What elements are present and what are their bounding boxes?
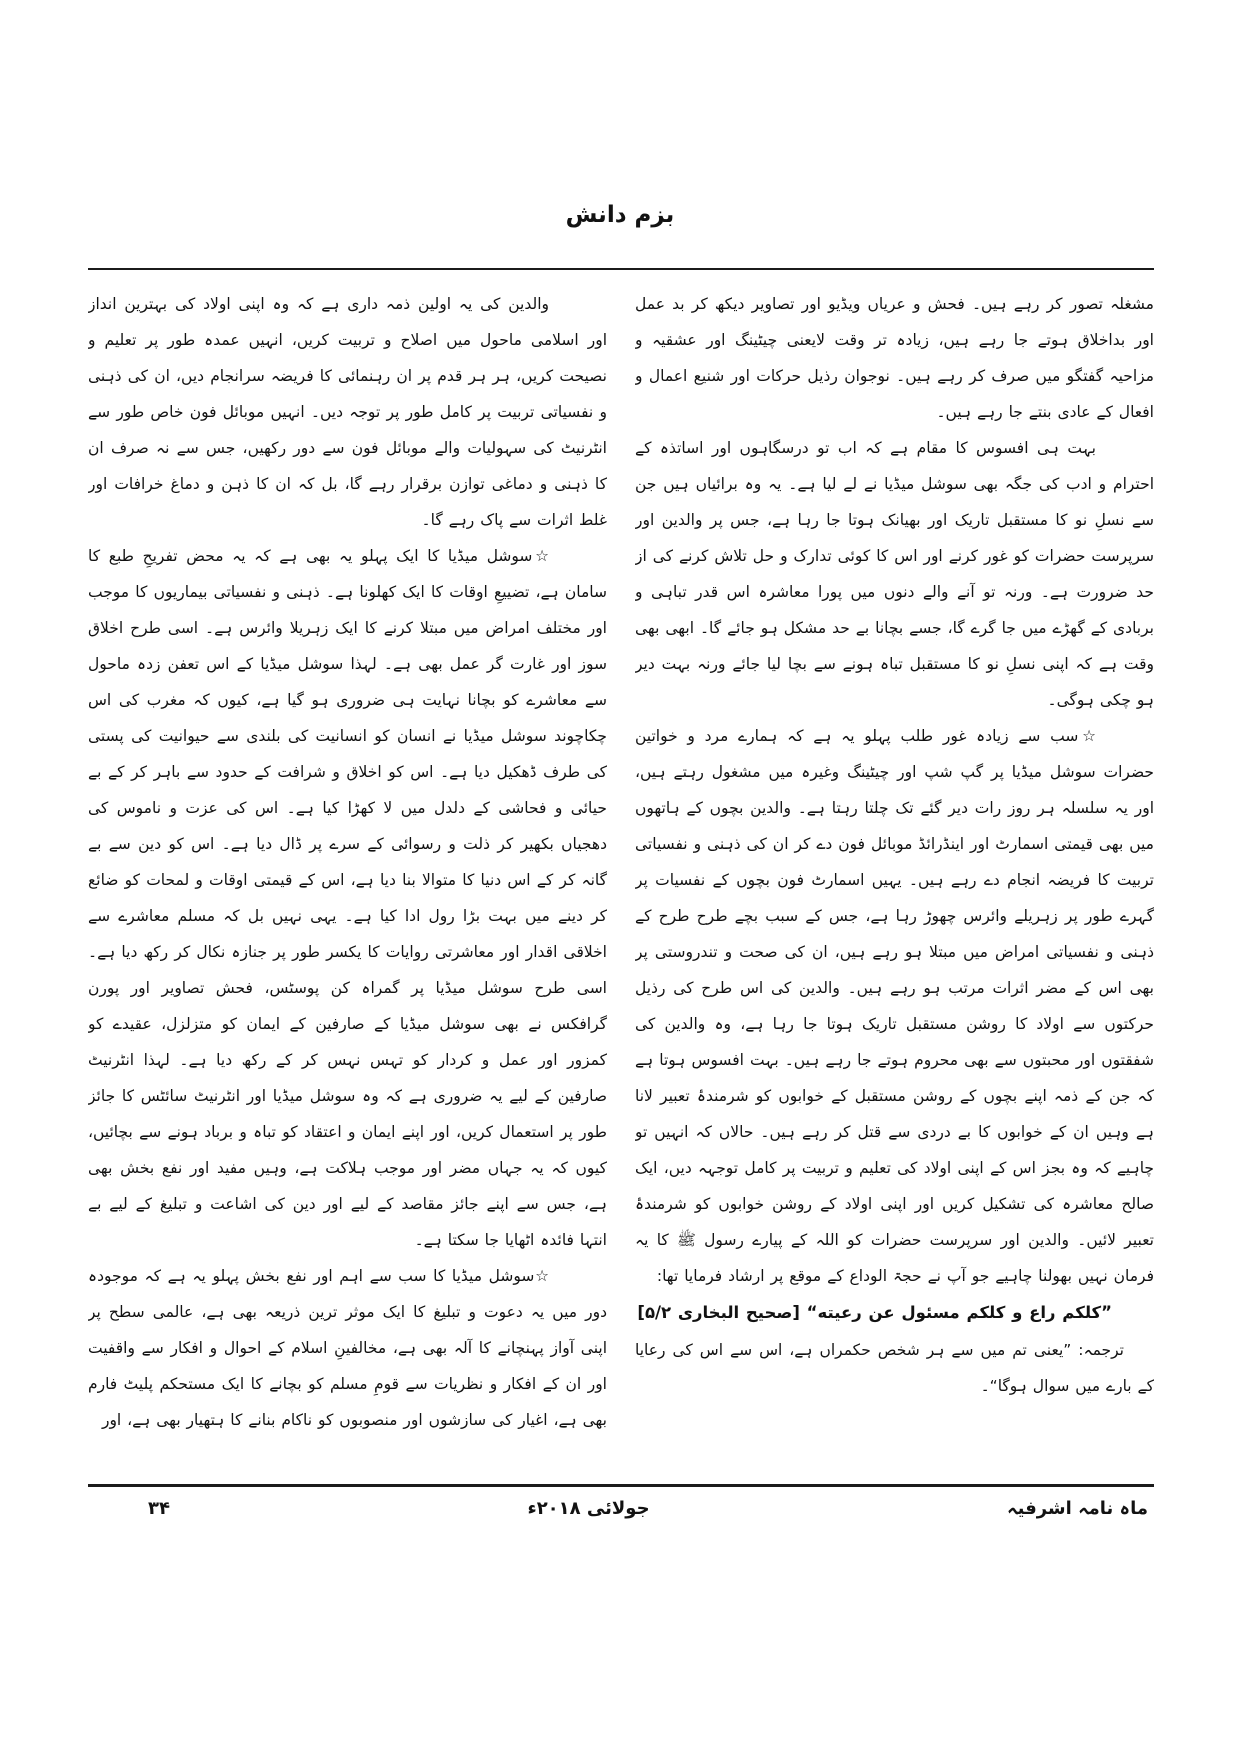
paragraph-starred: ☆سوشل میڈیا کا ایک پہلو یہ بھی ہے کہ یہ محض تفریحِ طبع کا سامان ہے، تضییعِ اوقات کا ایک کھلونا ہے۔ ذہنی و نفسیاتی بیماریوں کا موجب اور مختلف امراض میں مبتلا کرنے کا ایک زہریلا وائرس ہے۔ اسی طرح اخلاق سوز اور غارت گر عمل بھی ہے۔ لہذا سوشل میڈیا کے اس تعفن زدہ ماحول سے معاشرے کو بچانا نہایت ہی ضروری ہو گیا ہے، کیوں کہ مغرب کی اس چکاچوند سوشل میڈیا نے انسان کو انسانیت کی بلندی سے حیوانیت کی پستی کی طرف ڈھکیل دیا ہے۔ اس کو اخلاق و شرافت کے حدود سے باہر کر کے بے حیائی و فحاشی کے دلدل میں لا کھڑا کیا ہے۔ اس کی عزت و ناموس کی دھجیاں بکھیر کر ذلت و رسوائی کے سرے پر ڈال دیا ہے۔ اس کو دین سے بے گانہ کر کے اس دنیا کا متوالا بنا دیا ہے، اس کے قیمتی اوقات و لمحات کو ضائع کر دینے میں بہت بڑا رول ادا کیا ہے۔ یہی نہیں بل کہ مسلم معاشرے سے اخلاقی اقدار اور معاشرتی روایات کا یکسر طور پر جنازہ نکال کر رکھ دیا ہے۔ اسی طرح سوشل میڈیا پر گمراہ کن پوسٹس، فحش تصاویر اور پورن گرافکس نے بھی سوشل میڈیا کے صارفین کے ایمان کو متزلزل، عقیدے کو کمزور اور عمل و کردار کو تہس نہس کر کے رکھ دیا ہے۔ لہذا انٹرنیٹ صارفین کے لیے یہ ضروری ہے کہ وہ سوشل میڈیا اور انٹرنیٹ سائٹس کا جائز طور پر استعمال کریں، اور اپنے ایمان و اعتقاد کو تباہ و برباد ہونے سے بچائیں، کیوں کہ یہ جہاں مضر اور موجب ہلاکت ہے، وہیں مفید اور نفع بخش بھی ہے، جس سے اپنے جائز مقاصد کے لیے اور دین کی اشاعت و تبلیغ کے لیے بے انتہا فائدہ اٹھایا جا سکتا ہے۔ — [88, 547, 607, 1249]
hadith-translation: ترجمہ: ”یعنی تم میں سے ہر شخص حکمراں ہے، اس سے اس کی رعایا کے بارے میں سوال ہوگا“۔ — [635, 1341, 1154, 1395]
column-left — [88, 286, 607, 1472]
footer-page-number: ۳۴ — [148, 1498, 170, 1519]
article-body — [88, 286, 1154, 1472]
paragraph-continuation: مشغلہ تصور کر رہے ہیں۔ فحش و عریاں ویڈیو اور تصاویر دیکھ کر بد عمل اور بداخلاق ہوتے جا رہے ہیں، زیادہ تر وقت لایعنی چیٹینگ اور عشقیہ و مزاحیہ گفتگو میں صرف کر رہے ہیں۔ نوجوان رذیل حرکات اور شنیع اعمال و افعال کے عادی بنتے جا رہے ہیں۔ — [635, 295, 1154, 421]
paragraph-starred: ☆سب سے زیادہ غور طلب پہلو یہ ہے کہ ہمارے مرد و خواتین حضرات سوشل میڈیا پر گپ شپ اور چیٹینگ وغیرہ میں مشغول رہتے ہیں، اور یہ سلسلہ ہر روز رات دیر گئے تک چلتا رہتا ہے۔ والدین بچوں کے ہاتھوں میں بھی قیمتی اسمارٹ اور اینڈرائڈ موبائل فون دے کر ان کی ذہنی و نفسیاتی تربیت کا فریضہ انجام دے رہے ہیں۔ یہیں اسمارٹ فون بچوں کے نفسیات پر گہرے طور پر زہریلے وائرس چھوڑ رہا ہے، جس کے سبب بچے طرح طرح کے ذہنی و نفسیاتی امراض میں مبتلا ہو رہے ہیں، ان کی صحت و تندروستی پر بھی اس کے مضر اثرات مرتب ہو رہے ہیں۔ والدین کی اس طرح کی رذیل حرکتوں سے اولاد کا روشن مستقبل تاریک ہوتا جا رہا ہے، وہ والدین کی شفقتوں اور محبتوں سے بھی محروم ہوتے جا رہے ہیں۔ بہت افسوس ہوتا ہے کہ جن کے ذمہ اپنے بچوں کے روشن مستقبل کے خوابوں کو شرمندۂ تعبیر لانا ہے وہیں ان کے خوابوں کا بے دردی سے قتل کر رہے ہیں۔ حالاں کہ انہیں تو چاہیے کہ وہ بجز اس کے اپنی اولاد کی تعلیم و تربیت پر کامل توجہہ دیں، ایک صالح معاشرہ کی تشکیل کریں اور اپنی اولاد کے روشن خوابوں کو شرمندۂ تعبیر لائیں۔ والدین اور سرپرست حضرات کو اللہ کے پیارے رسول ﷺ کا یہ فرمان نہیں بھولنا چاہیے جو آپ نے حجۃ الوداع کے موقع پر ارشاد فرمایا تھا: — [635, 727, 1154, 1285]
paragraph: والدین کی یہ اولین ذمہ داری ہے کہ وہ اپنی اولاد کی بہترین انداز اور اسلامی ماحول میں اصلاح و تربیت کریں، انہیں عمدہ طور پر تعلیم و نصیحت کریں، ہر ہر قدم پر ان رہنمائی کا فریضہ سرانجام دیں، ان کی ذہنی و نفسیاتی تربیت پر کامل طور پر توجہ دیں۔ انہیں موبائل فون خاص طور سے انٹرنیٹ کی سہولیات والے موبائل فون سے دور رکھیں، جس سے نہ صرف ان کا ذہنی و دماغی توازن برقرار رہے گا، بل کہ ان کا ذہن و دماغ خرافات اور غلط اثرات سے پاک رہے گا۔ — [88, 295, 607, 529]
paragraph-starred: ☆سوشل میڈیا کا سب سے اہم اور نفع بخش پہلو یہ ہے کہ موجودہ دور میں یہ دعوت و تبلیغ کا ایک موثر ترین ذریعہ بھی ہے، عالمی سطح پر اپنی آواز پہنچانے کا آلہ بھی ہے، مخالفینِ اسلام کے احوال و افکار سے واقفیت اور ان کے افکار و نظریات سے قومِ مسلم کو بچانے کا ایک مستحکم پلیٹ فارم بھی ہے، اغیار کی سازشوں اور منصوبوں کو ناکام بنانے کا ہتھیار بھی ہے، اور — [88, 1267, 607, 1429]
footer-issue-date: جولائی ۲۰۱۸ء — [527, 1498, 650, 1519]
paragraph: بہت ہی افسوس کا مقام ہے کہ اب تو درسگاہوں اور اساتذہ کے احترام و ادب کی جگہ بھی سوشل میڈیا نے لے لیا ہے۔ یہ وہ برائیاں ہیں جن سے نسلِ نو کا مستقبل تاریک اور بھیانک ہوتا جا رہا ہے، جس پر والدین اور سرپرست حضرات کو غور کرنے اور اس کا کوئی تدارک و حل تلاش کرنے کی از حد ضرورت ہے۔ ورنہ تو آنے والے دنوں میں پورا معاشرہ اس قدر تباہی و بربادی کے گھڑے میں جا گرے گا، جسے بچانا بے حد مشکل ہو جائے گا۔ ابھی بھی وقت ہے کہ اپنی نسلِ نو کا مستقبل تباہ ہونے سے بچا لیا جائے ورنہ بہت دیر ہو چکی ہوگی۔ — [635, 439, 1154, 709]
header-divider — [88, 268, 1154, 270]
page-footer — [88, 1498, 1154, 1519]
footer-magazine-title: ماہ نامہ اشرفیہ — [1007, 1498, 1148, 1519]
page-title: بزم دانش — [565, 202, 675, 228]
page-header — [0, 202, 1240, 228]
footer-divider — [88, 1484, 1154, 1487]
hadith-quote: ”کلکم راع و کلکم مسئول عن رعیته“ [صحیح البخاری ۵/۲] — [637, 1303, 1112, 1322]
column-right — [635, 286, 1154, 1472]
